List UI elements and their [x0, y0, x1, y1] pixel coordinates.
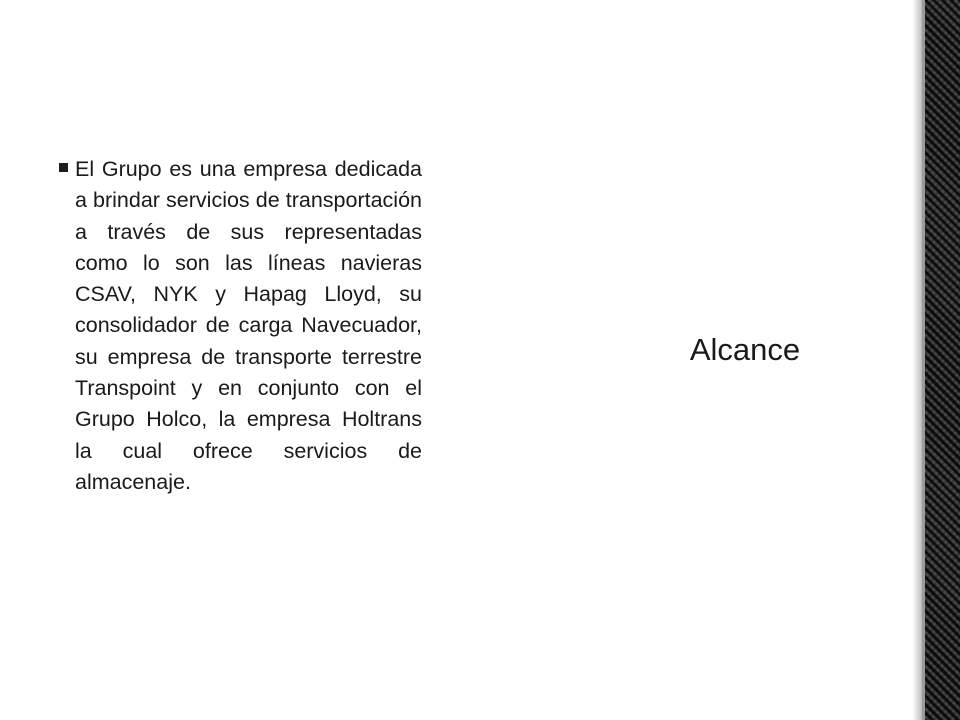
bullet-text: El Grupo es una empresa dedicada a brindar servicios de transportación a través de sus representadas como lo son las líneas navieras CSAV, NYK y Hapag Lloyd, su consolidador de carga Navecuador, su empresa de transporte terrestre Transpoint y en conjunto con el Grupo Holco, la empresa Holtrans la cual ofrece servicios de almacenaje. [75, 157, 422, 494]
square-bullet-icon [56, 154, 75, 172]
slide-title: Alcance [689, 332, 801, 367]
bullet-list [56, 154, 422, 498]
bullet-item [56, 154, 422, 498]
texture-strip-edge [922, 0, 925, 720]
decorative-texture-strip [922, 0, 960, 720]
